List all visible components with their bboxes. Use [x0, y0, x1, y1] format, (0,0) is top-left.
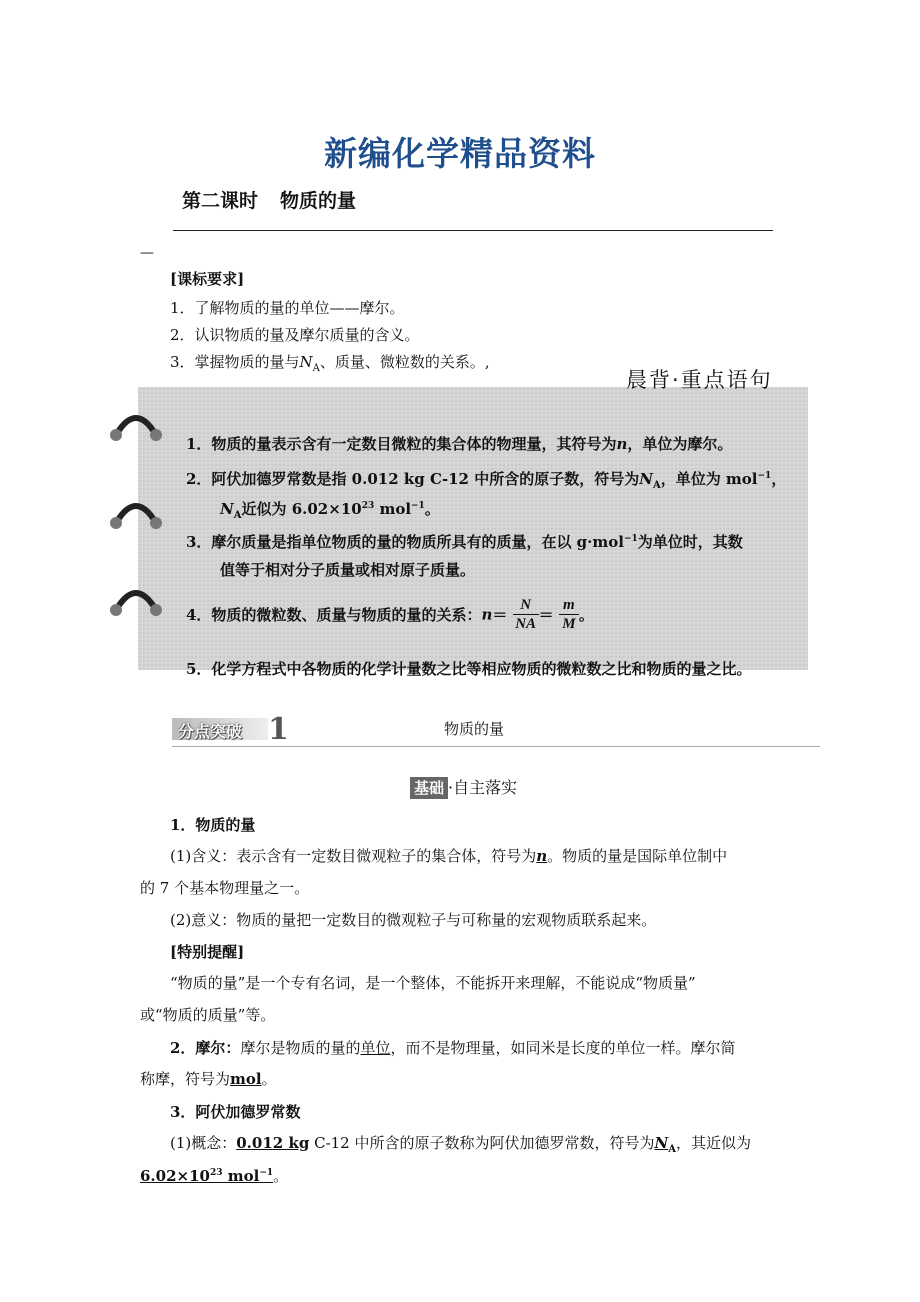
section-badge: 分点突破 1 — [172, 716, 296, 743]
binder-ring-icon — [110, 493, 162, 533]
special-note-line2: 或“物质的质量”等。 — [140, 1006, 276, 1024]
key-point-2: 2．阿伏加德罗常数是指 0.012 kg C-12 中所含的原子数，符号为$N_A$，单位为 mol$^{-1}$， — [186, 470, 787, 491]
avogadro-line1: (1)概念：0.012 kg C-12 中所含的原子数称为阿伏加德罗常数，符号为$N_A$，其近似为 — [170, 1134, 751, 1155]
heading-amount-of-substance: 1．物质的量 — [170, 816, 256, 834]
mole-line1: 2．摩尔：摩尔是物质的量的单位，而不是物理量，如同米是长度的单位一样。摩尔简 — [170, 1039, 736, 1057]
binder-ring-icon — [110, 580, 162, 620]
section-title: 物质的量 — [444, 720, 505, 738]
lesson-heading — [182, 186, 356, 213]
key-point-5: 5．化学方程式中各物质的化学计量数之比等相应物质的微粒数之比和物质的量之比。 — [186, 660, 752, 678]
mole-line2: 称摩，符号为mol。 — [140, 1070, 277, 1088]
special-note-line1: “物质的量”是一个专有名词，是一个整体，不能拆开来理解，不能说成“物质量” — [170, 974, 696, 992]
fraction-m-over-M: $\frac{m}{M}$ — [559, 596, 579, 633]
key-point-2-line2: $N_A$近似为 $6.02\times 10^{23}$ mol$^{-1}$。 — [220, 500, 440, 521]
fraction-n-over-na: $\frac{N}{NA}$ — [513, 596, 539, 633]
avogadro-line2: $6.02\times 10^{23}$ mol$^{-1}$。 — [140, 1167, 289, 1185]
key-point-4: 4．物质的微粒数、质量与物质的量的关系：n＝ $\frac{N}{NA}$ ＝ $\frac{m}{M}$ 。 — [186, 597, 594, 632]
jichu-label: 基础 — [410, 777, 448, 799]
key-point-3-line2: 值等于相对分子质量或相对原子质量。 — [220, 561, 476, 579]
requirement-1: 1．了解物质的量的单位——摩尔。 — [170, 299, 405, 317]
section-divider — [172, 746, 820, 747]
requirement-2: 2．认识物质的量及摩尔质量的含义。 — [170, 326, 420, 344]
binder-ring-icon — [110, 405, 162, 445]
heading-divider — [173, 230, 773, 231]
meaning-line: (2)意义：物质的量把一定数目的微观粒子与可称量的宏观物质联系起来。 — [170, 911, 657, 929]
requirement-3: 3．掌握物质的量与$N_A$、质量、微粒数的关系。, — [170, 353, 490, 374]
lesson-number: 第二课时 — [182, 190, 259, 212]
subsection-heading: 基础 ·自主落实 — [410, 780, 517, 796]
heading-avogadro: 3．阿伏加德罗常数 — [170, 1103, 301, 1121]
morning-recite-badge: 晨背·重点语句 — [626, 368, 773, 392]
doc-title: 新编化学精品资料 — [324, 134, 596, 173]
definition-line2: 的 7 个基本物理量之一。 — [140, 879, 310, 897]
definition-line1: (1)含义：表示含有一定数目微观粒子的集合体，符号为n。物质的量是国际单位制中 — [170, 847, 728, 865]
dash-mark: — — [140, 245, 154, 261]
requirements-heading: [课标要求] — [170, 270, 245, 288]
key-point-3: 3．摩尔质量是指单位物质的量的物质所具有的质量，在以 g·mol$^{-1}$为单位时，其数 — [186, 533, 743, 551]
special-note-heading: [特别提醒] — [170, 943, 245, 961]
key-point-1: 1．物质的量表示含有一定数目微粒的集合体的物理量，其符号为n，单位为摩尔。 — [186, 435, 733, 453]
lesson-name: 物质的量 — [280, 190, 357, 212]
